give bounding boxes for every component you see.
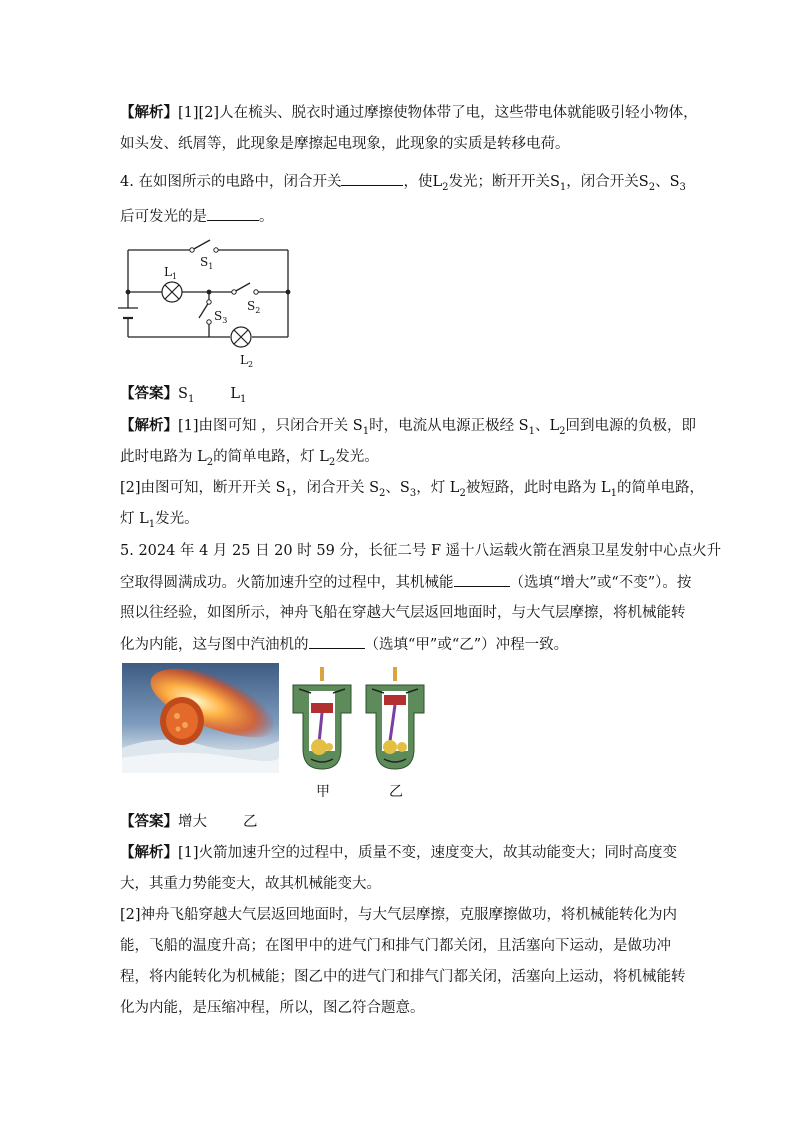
explanation-4-line-4: 灯 $L_1$发光。 <box>120 511 199 530</box>
question-5-line-4: 化为内能，这与图中汽油机的 （选填“甲”或“乙”）冲程一致。 <box>120 634 568 655</box>
engine-diagram-jia <box>289 663 355 775</box>
question-5-line-1: 5. 2024 年 4 月 25 日 20 时 59 分，长征二号 F 遥十八运载火箭在酒泉卫星发射中心点火升 <box>120 543 722 559</box>
analysis-tag: 【解析】 <box>120 104 178 121</box>
answer-4: 【答案】$S_1$ $L_1$ <box>120 385 247 405</box>
answer-blank[interactable] <box>207 206 259 221</box>
svg-text:S1: $S_1$ <box>200 255 214 271</box>
explanation-5-line-4: 能，飞船的温度升高；在图甲中的进气门和排气门都关闭，且活塞向下运动，是做功冲 <box>120 938 671 954</box>
question-4-line-1: 4. 在如图所示的电路中，闭合开关 ，使$L_2$发光；断开开关$S_1$，闭合开关$S_2$、$S_3$ <box>120 171 686 198</box>
answer-blank[interactable] <box>309 634 365 649</box>
explanation-4-line-2: 此时电路为 $L_2$的简单电路，灯 $L_2$发光。 <box>120 449 379 468</box>
lamp-l1 <box>162 282 182 302</box>
engine-label-jia: 甲 <box>316 784 330 800</box>
question-5-line-2: 空取得圆满成功。火箭加速升空的过程中，其机械能 （选填“增大”或“不变”）。按 <box>120 572 691 593</box>
explanation-4-line-1: 【解析】[1]由图可知 ，只闭合开关 $S_1$时，电流从电源正极经 $S_1$、$L_2$回到电源的负极，即 <box>120 417 697 437</box>
lamp-l2 <box>231 327 251 347</box>
svg-text:S2: $S_2$ <box>247 299 261 315</box>
svg-text:S3: $S_3$ <box>214 309 228 325</box>
answer-blank[interactable] <box>341 171 403 186</box>
analysis-line-1: 【解析】[1][2]人在梳头、脱衣时通过摩擦使物体带了电，这些带电体就能吸引轻小物体， <box>120 104 698 121</box>
explanation-5-line-5: 程，将内能转化为机械能；图乙中的进气门和排气门都关闭，活塞向上运动，将机械能转 <box>120 969 686 985</box>
circuit-diagram <box>112 236 302 371</box>
explanation-5-line-3: [2]神舟飞船穿越大气层返回地面时，与大气层摩擦，克服摩擦做功，将机械能转化为内 <box>120 907 678 923</box>
svg-text:L1: $L_1$ <box>164 265 178 281</box>
answer-blank[interactable] <box>454 572 510 587</box>
engine-diagram-yi <box>362 663 428 775</box>
engine-label-yi: 乙 <box>389 784 403 800</box>
question-5-line-3: 照以往经验，如图所示，神舟飞船在穿越大气层返回地面时，与大气层摩擦，将机械能转 <box>120 605 686 621</box>
svg-text:L2: $L_2$ <box>240 353 254 369</box>
explanation-4-line-3: [2]由图可知，断开开关 $S_1$，闭合开关 $S_2$、$S_3$，灯 $L_2$被短路，此时电路为 $L_1$的简单电路， <box>120 480 704 499</box>
question-4-line-2: 后可发光的是 。 <box>120 206 274 227</box>
explanation-5-line-1: 【解析】[1]火箭加速升空的过程中，质量不变，速度变大，故其动能变大；同时高度变 <box>120 844 678 861</box>
spacecraft-reentry-image <box>122 663 279 773</box>
explanation-5-line-2: 大，其重力势能变大，故其机械能变大。 <box>120 876 381 892</box>
explanation-5-line-6: 化为内能，是压缩冲程，所以，图乙符合题意。 <box>120 1000 425 1016</box>
analysis-line-2: 如头发、纸屑等，此现象是摩擦起电现象，此现象的实质是转移电荷。 <box>120 136 570 152</box>
answer-5: 【答案】增大 乙 <box>120 813 258 830</box>
